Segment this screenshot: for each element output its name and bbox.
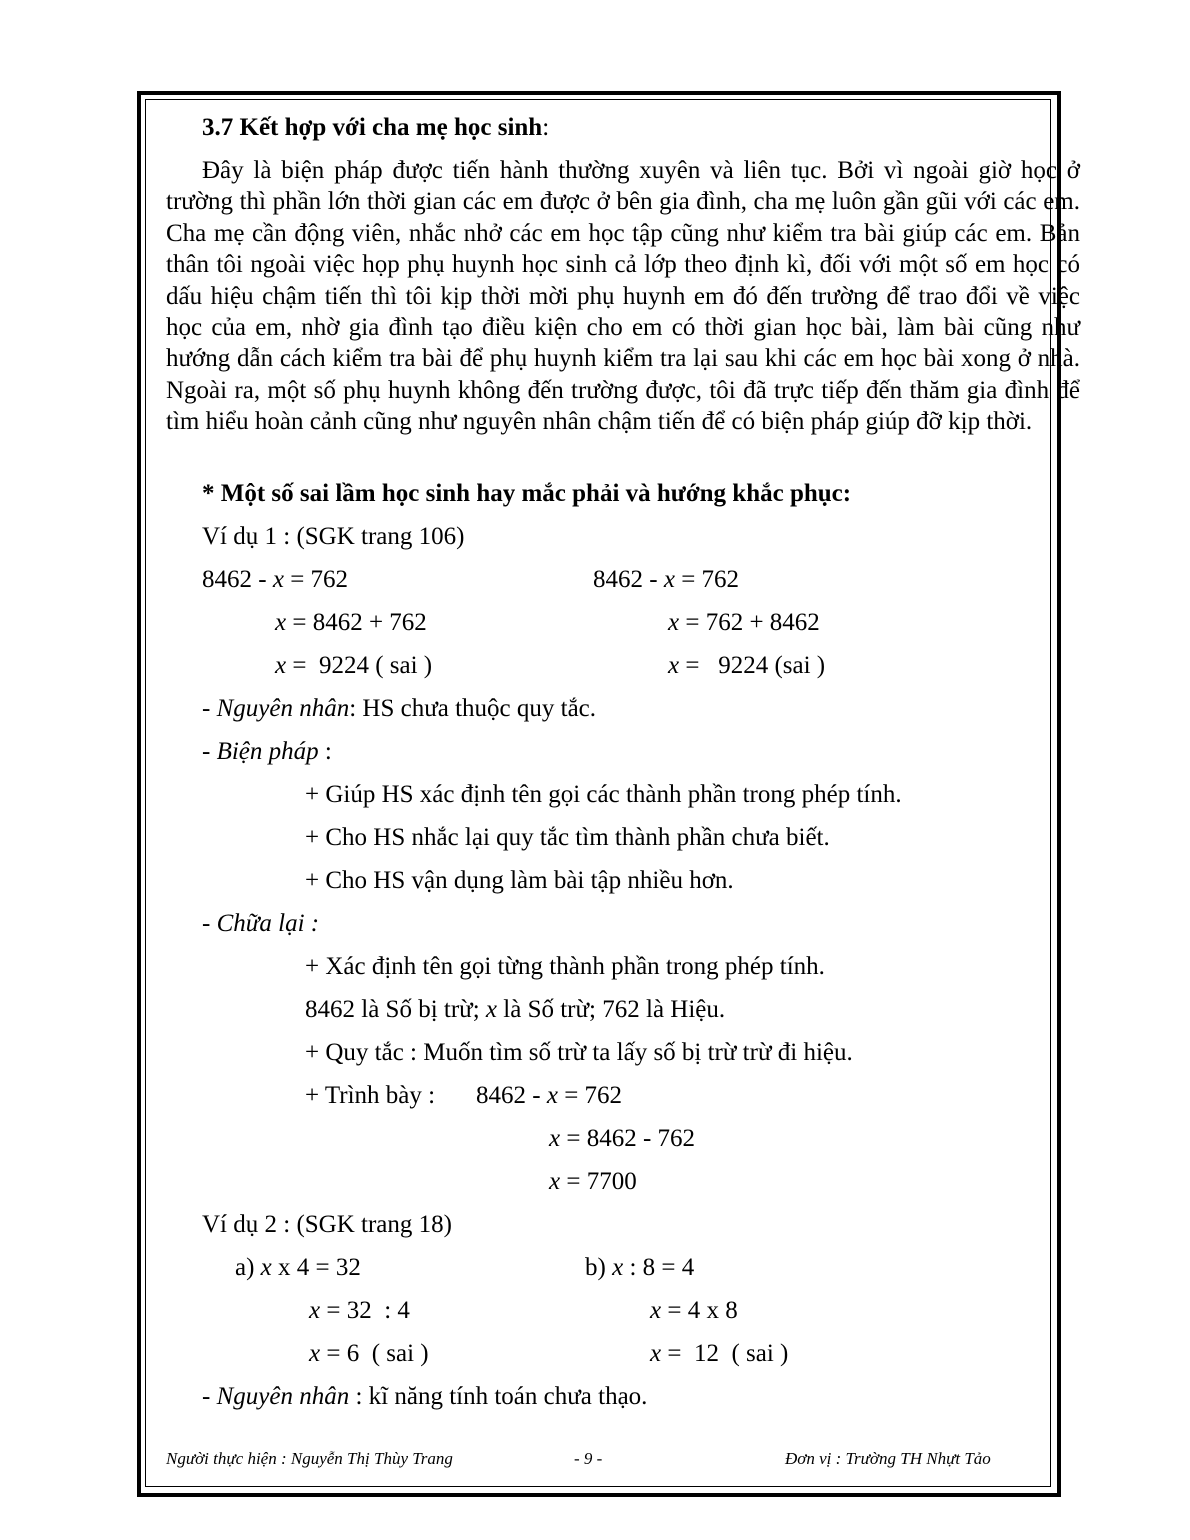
footer-page-number: - 9 - [574, 1449, 603, 1468]
ex1-fix-1: + Xác định tên gọi từng thành phần trong phép tính. [305, 953, 825, 980]
mistakes-heading: * Một số sai lầm học sinh hay mắc phải và hướng khắc phục: [202, 480, 852, 507]
ex2-b-line-3: x = 12 ( sai ) [650, 1340, 789, 1367]
ex2-a-line-2: x = 32 : 4 [309, 1297, 410, 1324]
ex2-b-line-2: x = 4 x 8 [650, 1297, 738, 1324]
ex1-cause: - Nguyên nhân: HS chưa thuộc quy tắc. [202, 695, 597, 722]
ex1-measure-2: + Cho HS nhắc lại quy tắc tìm thành phần chưa biết. [305, 824, 830, 851]
ex1-measures-label: - Biện pháp : [202, 738, 332, 765]
example-2-title: Ví dụ 2 : (SGK trang 18) [202, 1211, 452, 1238]
ex1-fix-3: + Quy tắc : Muốn tìm số trừ ta lấy số bị trừ trừ đi hiệu. [305, 1039, 853, 1066]
ex1-left-line-2: x = 8462 + 762 [275, 609, 427, 636]
footer-author: Người thực hiện : Nguyễn Thị Thùy Trang [166, 1449, 453, 1468]
ex1-present-line-1: 8462 - x = 762 [476, 1082, 623, 1109]
footer-unit: Đơn vị : Trường TH Nhựt Tảo [785, 1449, 991, 1468]
example-1-title: Ví dụ 1 : (SGK trang 106) [202, 523, 465, 550]
ex2-b-line-1: b) x : 8 = 4 [585, 1254, 695, 1281]
ex1-left-line-3: x = 9224 ( sai ) [275, 652, 433, 679]
ex1-measure-1: + Giúp HS xác định tên gọi các thành phần trong phép tính. [305, 781, 902, 808]
ex1-left-line-1: 8462 - x = 762 [202, 566, 349, 593]
ex1-fix-label: - Chữa lại : [202, 910, 320, 937]
ex1-present-label: + Trình bày : [305, 1082, 436, 1109]
ex1-right-line-2: x = 762 + 8462 [668, 609, 820, 636]
ex2-a-line-1: a) x x 4 = 32 [235, 1254, 361, 1281]
ex2-cause: - Nguyên nhân : kĩ năng tính toán chưa thạo. [202, 1383, 648, 1410]
section-title-colon: : [542, 114, 550, 141]
ex1-present-line-2: x = 8462 - 762 [549, 1125, 696, 1152]
paragraph-text: Đây là biện pháp được tiến hành thường xuyên và liên tục. Bởi vì ngoài giờ học ở trường thì phần lớn thời gian các em được ở bên gia đình, cha mẹ luôn gần gũi với các em. Cha mẹ cần động viên, nhắc nhở các em học tập cũng như kiểm tra bài giúp các em. Bản thân tôi ngoài việc họp phụ huynh học sinh cả lớp theo định kì, đối với một số em học có dấu hiệu chậm tiến thì tôi kịp thời mời phụ huynh em đó đến trường để trao đổi về việc học của em, nhờ gia đình tạo điều kiện cho em có thời gian học bài, làm bài cũng như hướng dẫn cách kiểm tra bài để phụ huynh kiểm tra lại sau khi các em học bài xong ở nhà. Ngoài ra, một số phụ huynh không đến trường được, tôi đã trực tiếp đến thăm gia đình để tìm hiểu hoàn cảnh cũng như nguyên nhân chậm tiến để có biện pháp giúp đỡ kịp thời. [166, 157, 1080, 436]
ex1-right-line-1: 8462 - x = 762 [593, 566, 740, 593]
section-title [202, 114, 549, 142]
ex1-present-line-3: x = 7700 [549, 1168, 637, 1195]
ex2-a-line-3: x = 6 ( sai ) [309, 1340, 429, 1367]
section-paragraph [166, 155, 1080, 438]
section-title-bold: 3.7 Kết hợp với cha mẹ học sinh [202, 114, 543, 141]
ex1-right-line-3: x = 9224 (sai ) [668, 652, 826, 679]
ex1-fix-2: 8462 là Số bị trừ; x là Số trừ; 762 là Hiệu. [305, 996, 726, 1023]
ex1-measure-3: + Cho HS vận dụng làm bài tập nhiều hơn. [305, 867, 734, 894]
